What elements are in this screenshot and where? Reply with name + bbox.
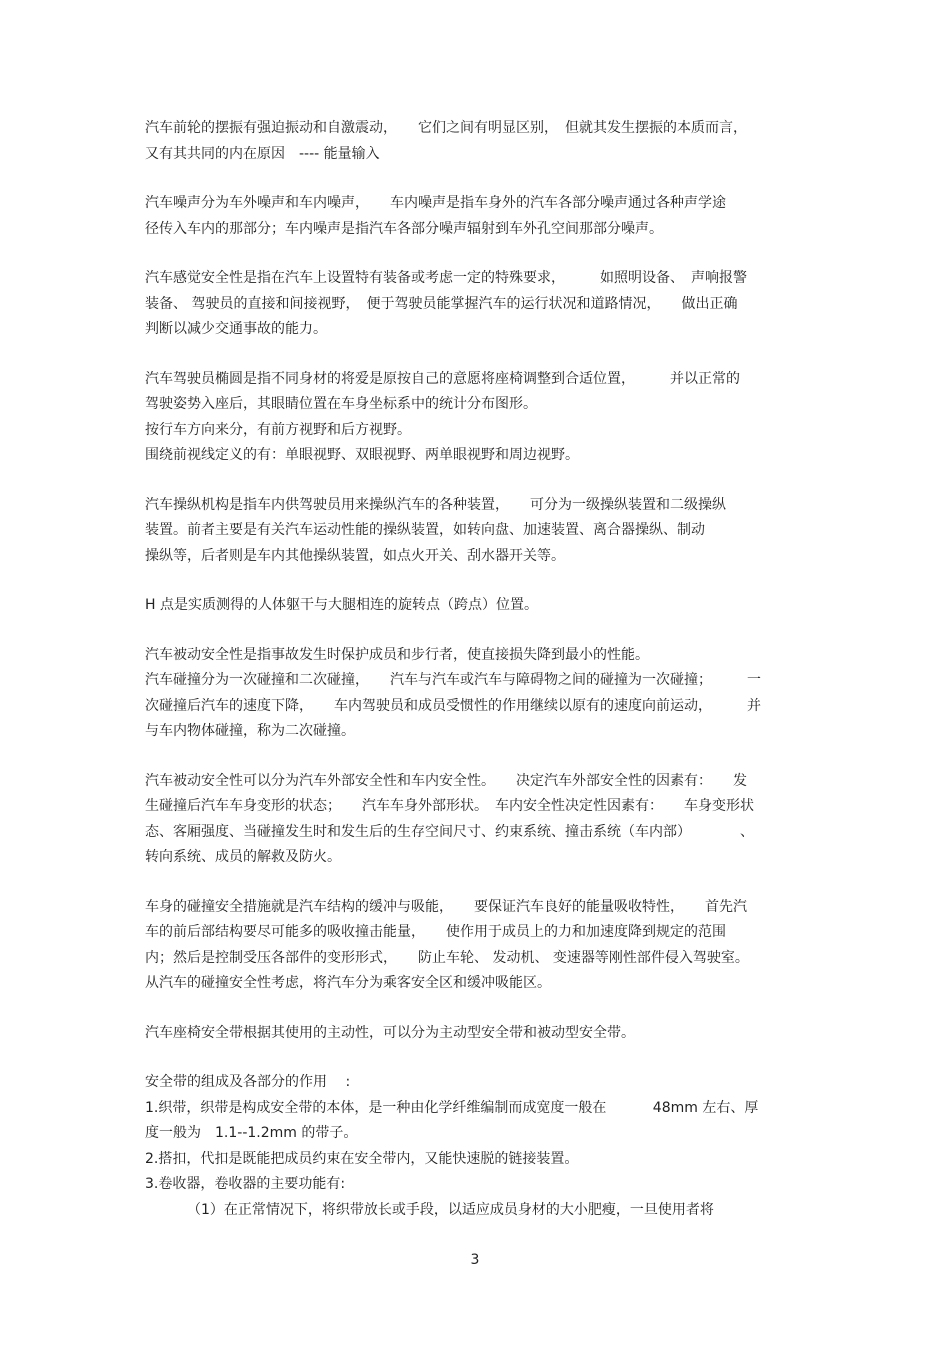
text-line: 装置。前者主要是有关汽车运动性能的操纵装置，如转向盘、加速装置、离合器操纵、制动 (145, 522, 705, 538)
text-line: 汽车碰撞分为一次碰撞和二次碰撞， 汽车与汽车或汽车与障碍物之间的碰撞为一次碰撞； 一 (145, 672, 761, 688)
text-line: 按行车方向来分，有前方视野和后方视野。 (145, 421, 411, 438)
text-line: 生碰撞后汽车车身变形的状态； 汽车车身外部形状。 车内安全性决定性因素有： 车身变形状 (145, 798, 754, 814)
text-line: 次碰撞后汽车的速度下降， 车内驾驶员和成员受惯性的作用继续以原有的速度向前运动， 并 (145, 697, 761, 714)
text-line: 度一般为 1.1--1.2mm 的带子。 (145, 1125, 358, 1141)
paragraph (145, 593, 805, 619)
text-line: 车的前后部结构要尽可能多的吸收撞击能量， 使作用于成员上的力和加速度降到规定的范围 (145, 924, 726, 940)
paragraph (145, 895, 805, 997)
text-line: 转向系统、成员的解救及防火。 (145, 849, 341, 865)
text-line: 又有其共同的内在原因 ---- 能量输入 (145, 145, 380, 162)
paragraph (145, 769, 805, 871)
paragraph (145, 191, 805, 242)
text-line: 汽车座椅安全带根据其使用的主动性，可以分为主动型安全带和被动型安全带。 (145, 1024, 635, 1041)
text-line: （1）在正常情况下，将织带放长或手段，以适应成员身材的大小肥瘦，一旦使用者将 (187, 1201, 714, 1218)
text-line: 径传入车内的那部分；车内噪声是指汽车各部分噪声辐射到车外孔空间那部分噪声。 (145, 220, 663, 237)
text-line: 汽车操纵机构是指车内供驾驶员用来操纵汽车的各种装置， 可分为一级操纵装置和二级操纵 (145, 496, 726, 513)
text-line: 2.搭扣，代扣是既能把成员约束在安全带内，又能快速脱的链接装置。 (145, 1150, 579, 1167)
text-line: 操纵等，后者则是车内其他操纵装置，如点火开关、刮水器开关等。 (145, 547, 565, 564)
paragraph (145, 266, 805, 343)
document-body (145, 116, 805, 1247)
text-line: 安全带的组成及各部分的作用 : (145, 1074, 351, 1090)
text-line: 车身的碰撞安全措施就是汽车结构的缓冲与吸能， 要保证汽车良好的能量吸收特性， 首先汽 (145, 898, 747, 915)
text-line: H 点是实质测得的人体躯干与大腿相连的旋转点（跨点）位置。 (145, 597, 538, 613)
text-line: 汽车被动安全性是指事故发生时保护成员和步行者，使直接损失降到最小的性能。 (145, 646, 649, 663)
text-line: 汽车被动安全性可以分为汽车外部安全性和车内安全性。 决定汽车外部安全性的因素有： 发 (145, 772, 747, 789)
text-line: 内；然后是控制受压各部件的变形形式， 防止车轮、 发动机、 变速器等刚性部件侵入驾驶室。 (145, 949, 749, 966)
text-line: 汽车感觉安全性是指在汽车上设置特有装备或考虑一定的特殊要求， 如照明设备、 声响报警 (145, 270, 747, 286)
text-line: 判断以减少交通事故的能力。 (145, 321, 327, 337)
paragraph (145, 1070, 805, 1223)
paragraph (145, 1021, 805, 1047)
text-line: 从汽车的碰撞安全性考虑，将汽车分为乘客安全区和缓冲吸能区。 (145, 975, 551, 991)
paragraph (145, 643, 805, 745)
page-number: 3 (470, 1252, 480, 1268)
text-line: 态、客厢强度、当碰撞发生时和发生后的生存空间尺寸、约束系统、撞击系统（车内部） 、 (145, 823, 754, 840)
text-line: 汽车驾驶员椭圆是指不同身材的将爱是原按自己的意愿将座椅调整到合适位置， 并以正常的 (145, 370, 740, 387)
paragraph (145, 367, 805, 469)
text-line: 汽车噪声分为车外噪声和车内噪声， 车内噪声是指车身外的汽车各部分噪声通过各种声学途 (145, 195, 726, 211)
text-line: 围绕前视线定义的有：单眼视野、双眼视野、两单眼视野和周边视野。 (145, 447, 579, 463)
paragraph (145, 116, 805, 167)
text-line: 汽车前轮的摆振有强迫振动和自激震动， 它们之间有明显区别， 但就其发生摆振的本质而言， (145, 120, 747, 136)
paragraph (145, 493, 805, 570)
text-line: 1.织带，织带是构成安全带的本体，是一种由化学纤维编制而成宽度一般在 48mm 左右、厚 (145, 1099, 759, 1116)
text-line: 驾驶姿势入座后，其眼睛位置在车身坐标系中的统计分布图形。 (145, 396, 537, 412)
text-line: 装备、 驾驶员的直接和间接视野， 便于驾驶员能掌握汽车的运行状况和道路情况， 做出正确 (145, 295, 738, 312)
text-line: 3.卷收器，卷收器的主要功能有: (145, 1176, 346, 1192)
text-line: 与车内物体碰撞，称为二次碰撞。 (145, 723, 355, 739)
